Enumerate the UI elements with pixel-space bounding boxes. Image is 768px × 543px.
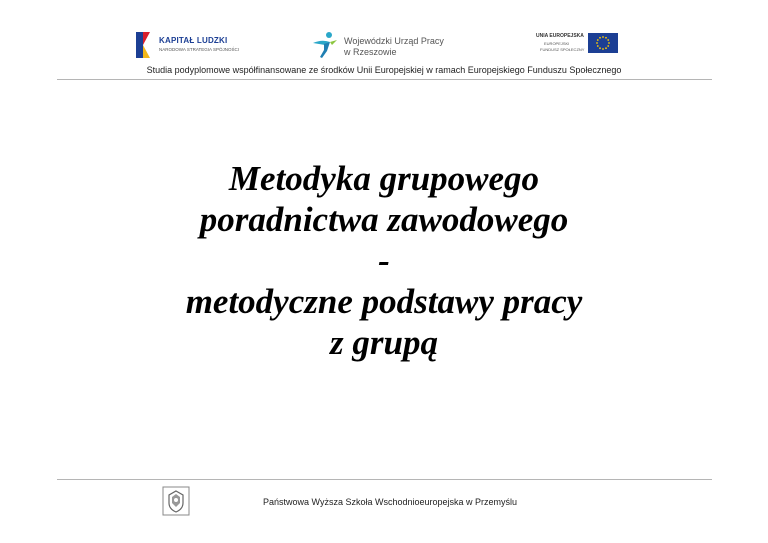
header-logo-bar	[0, 26, 768, 66]
title-line-1: Metodyka grupowego	[228, 159, 540, 198]
slide-title	[0, 158, 768, 363]
eu-label-line2: EUROPEJSKI	[544, 41, 570, 46]
title-line-4: metodyczne podstawy pracy	[185, 282, 583, 321]
title-line-3: -	[378, 241, 390, 280]
eu-star-icon	[608, 42, 610, 44]
header-divider	[57, 79, 712, 80]
kapital-ludzki-name: KAPITAŁ LUDZKI	[159, 36, 228, 45]
kapital-ludzki-logo	[133, 30, 240, 62]
eu-star-icon	[605, 47, 607, 49]
wup-name-line2: w Rzeszowie	[344, 47, 397, 57]
wup-logo	[310, 28, 460, 62]
eu-star-icon	[602, 48, 604, 50]
eu-star-icon	[605, 37, 607, 39]
title-line-2: poradnictwa zawodowego	[199, 200, 569, 239]
funding-caption: Studia podyplomowe współfinansowane ze środków Unii Europejskiej w ramach Europejskiego Funduszu Społecznego	[146, 65, 622, 75]
eu-star-icon	[607, 39, 609, 41]
eu-label-line1: UNIA EUROPEJSKA	[536, 33, 584, 39]
title-line-5: z grupą	[330, 323, 438, 362]
eu-star-icon	[597, 39, 599, 41]
wup-name-line1: Wojewódzki Urząd Pracy	[344, 36, 444, 46]
eu-label-line3: FUNDUSZ SPOŁECZNY	[540, 47, 585, 52]
eu-star-icon	[599, 47, 601, 49]
university-crest-icon	[161, 485, 191, 517]
institution-name: Państwowa Wyższa Szkoła Wschodnioeuropejska w Przemyślu	[263, 497, 518, 507]
eu-star-icon	[602, 36, 604, 38]
eu-star-icon	[599, 37, 601, 39]
footer-divider	[57, 479, 712, 480]
kapital-ludzki-subtitle: NARODOWA STRATEGIA SPÓJNOŚCI	[159, 47, 240, 52]
eu-star-icon	[596, 42, 598, 44]
eu-star-icon	[597, 45, 599, 47]
kapital-ludzki-mark-icon	[133, 30, 153, 60]
eu-flag-icon	[588, 33, 618, 53]
eu-star-icon	[607, 45, 609, 47]
eu-logo	[536, 30, 620, 62]
wup-figure-icon	[310, 30, 340, 60]
